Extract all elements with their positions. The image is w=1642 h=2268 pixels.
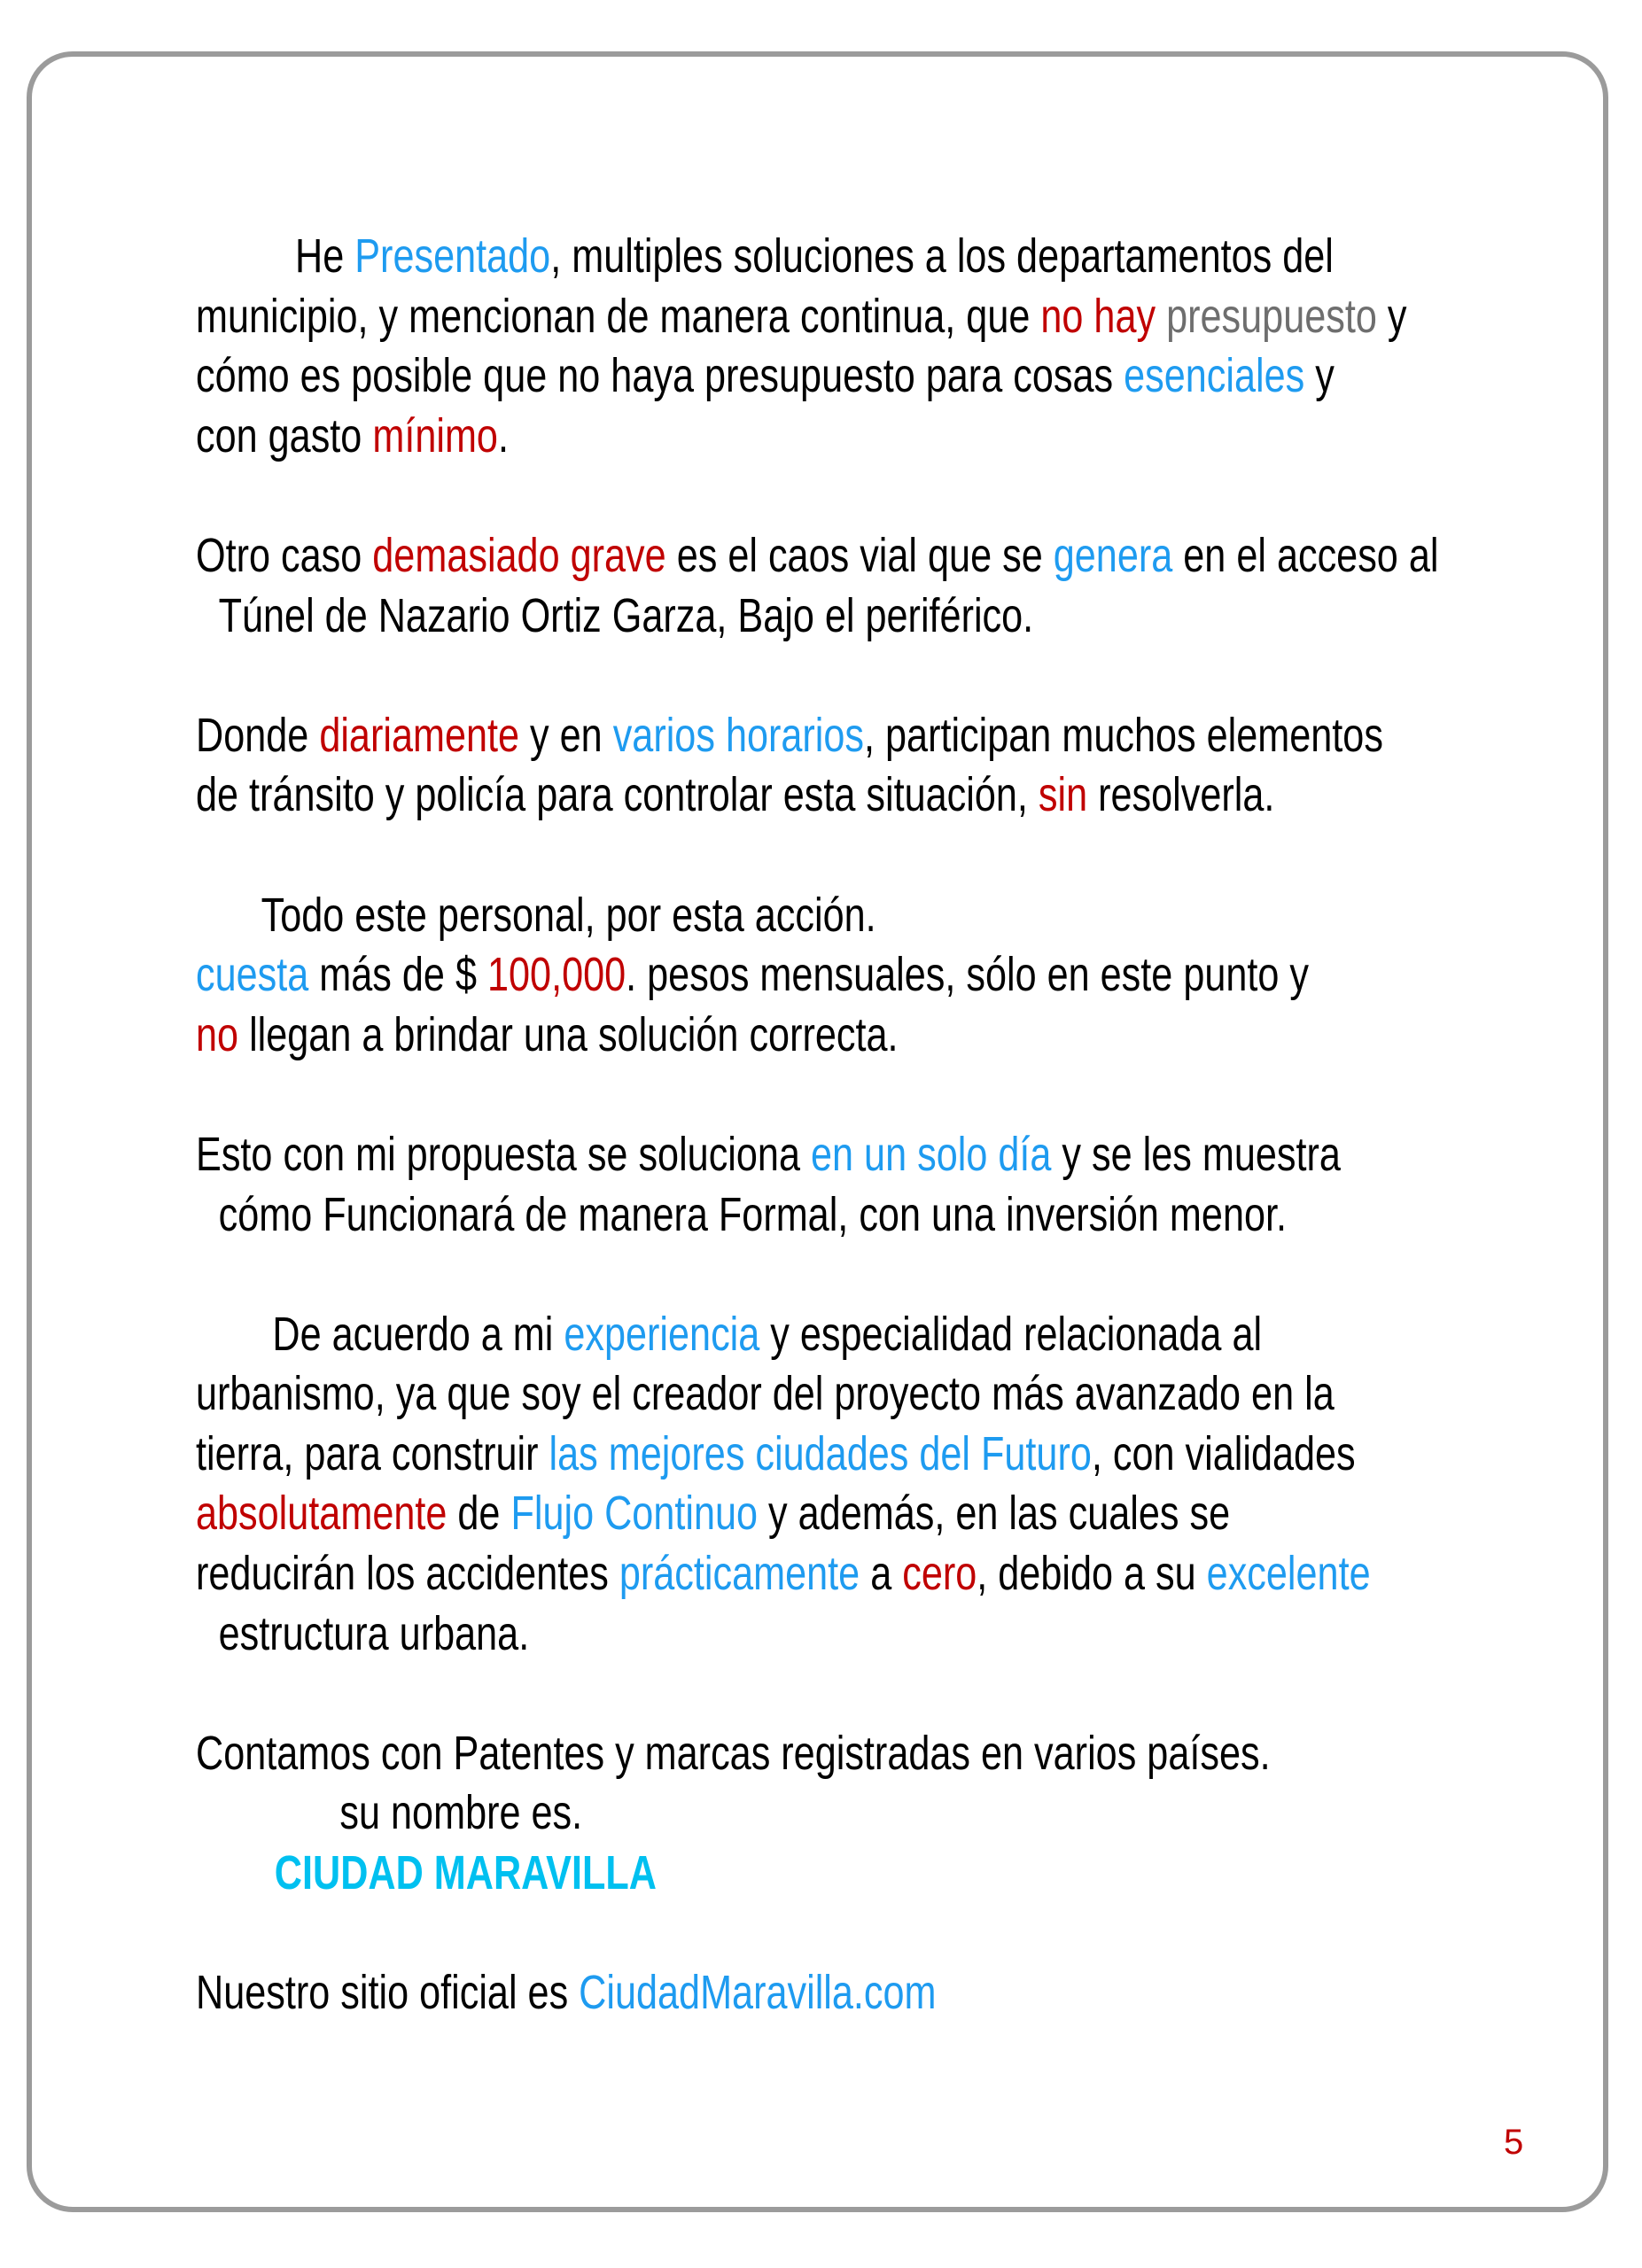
paragraph-3-line-1 [196, 706, 1543, 766]
brand-name [196, 1844, 1543, 1904]
website-link[interactable]: CiudadMaravilla.com [579, 1966, 937, 2020]
text: de [447, 1487, 511, 1541]
text: y se les muestra [1051, 1127, 1341, 1181]
brand-text: CIUDAD MARAVILLA [274, 1846, 657, 1900]
paragraph-2-line-2 [196, 586, 1543, 647]
paragraph-6-line-1 [196, 1305, 1543, 1365]
page-number: 5 [1504, 2123, 1524, 2162]
text: y [1304, 349, 1335, 403]
text: es el caos vial que se [665, 528, 1054, 582]
text: Contamos con Patentes y marcas registradas en varios países. [196, 1726, 1271, 1780]
text: Otro caso [196, 528, 373, 582]
text: , debido a su [977, 1547, 1207, 1601]
text: y [1376, 289, 1407, 343]
paragraph-3-line-2 [196, 765, 1543, 826]
text: estructura urbana. [218, 1606, 530, 1660]
text: llegan a brindar una solución correcta. [238, 1007, 899, 1061]
text: Túnel de Nazario Ortiz Garza, Bajo el periférico. [218, 588, 1034, 642]
spacer [196, 466, 1543, 526]
paragraph-2-line-1 [196, 526, 1543, 586]
text [1156, 290, 1166, 343]
text: y en [519, 708, 613, 762]
text: . [497, 408, 509, 462]
document-body [196, 227, 1543, 2023]
text: de tránsito y policía para controlar esta situación, [196, 768, 1039, 822]
text: con gasto [196, 408, 373, 462]
highlight-red: absolutamente [196, 1487, 447, 1541]
text: , participan muchos elementos [864, 708, 1383, 762]
highlight-blue: en un solo día [810, 1127, 1052, 1181]
text: más de $ [308, 948, 487, 1002]
highlight-blue: esenciales [1124, 349, 1305, 403]
text: urbanismo, ya que soy el creador del proyecto más avanzado en la [196, 1367, 1335, 1421]
paragraph-5-line-2 [196, 1185, 1543, 1246]
highlight-blue: varios horarios [612, 708, 865, 762]
highlight-blue: genera [1053, 528, 1173, 582]
spacer [196, 1664, 1543, 1724]
paragraph-1-line-2 [196, 287, 1543, 347]
text: , multiples soluciones a los departamentos del [550, 229, 1334, 283]
text: su nombre es. [339, 1786, 583, 1840]
highlight-red: 100,000 [486, 948, 626, 1002]
spacer [196, 1245, 1543, 1305]
text: He [295, 229, 355, 283]
paragraph-6-line-5 [196, 1544, 1543, 1604]
text: Nuestro sitio oficial es [196, 1966, 580, 2020]
spacer [196, 826, 1543, 886]
text: . pesos mensuales, sólo en este punto y [626, 948, 1310, 1002]
highlight-blue: Flujo Continuo [510, 1487, 759, 1541]
paragraph-4-line-1 [196, 886, 1543, 946]
paragraph-6-line-6 [196, 1604, 1543, 1665]
paragraph-4-line-3 [196, 1006, 1543, 1066]
text: y además, en las cuales se [758, 1487, 1231, 1541]
highlight-gray: presupuesto [1166, 289, 1377, 343]
spacer [196, 1065, 1543, 1125]
highlight-red: demasiado grave [372, 528, 666, 582]
paragraph-5-line-1 [196, 1125, 1543, 1185]
paragraph-6-line-3 [196, 1425, 1543, 1485]
paragraph-6-line-2 [196, 1364, 1543, 1425]
text: Donde [196, 708, 320, 762]
highlight-red: cero [902, 1547, 977, 1601]
paragraph-7-line-1 [196, 1724, 1543, 1784]
highlight-red: diariamente [319, 708, 520, 762]
text: tierra, para construir [196, 1426, 549, 1480]
paragraph-1-line-3 [196, 346, 1543, 407]
highlight-blue: las mejores ciudades del Futuro [549, 1426, 1092, 1480]
text: cómo es posible que no haya presupuesto para cosas [196, 349, 1124, 403]
text: , con vialidades [1091, 1426, 1356, 1480]
highlight-red: no [196, 1007, 239, 1061]
paragraph-8-line-1 [196, 1963, 1543, 2023]
text: y especialidad relacionada al [759, 1307, 1263, 1361]
highlight-blue: cuesta [196, 948, 309, 1002]
text: a [860, 1547, 903, 1601]
highlight-blue: prácticamente [619, 1547, 860, 1601]
paragraph-6-line-4 [196, 1484, 1543, 1544]
text: en el acceso al [1172, 528, 1439, 582]
paragraph-4-line-2 [196, 945, 1543, 1006]
text: cómo Funcionará de manera Formal, con una inversión menor. [218, 1187, 1288, 1241]
paragraph-1-line-1 [196, 227, 1543, 287]
highlight-blue: experiencia [564, 1307, 760, 1361]
paragraph-7-line-2 [196, 1783, 1543, 1844]
spacer [196, 646, 1543, 706]
highlight-red: no hay [1040, 289, 1156, 343]
text: reducirán los accidentes [196, 1547, 619, 1601]
text: municipio, y mencionan de manera continua, que [196, 289, 1041, 343]
highlight-red: mínimo [372, 408, 498, 462]
text: Esto con mi propuesta se soluciona [196, 1127, 811, 1181]
highlight-blue: excelente [1206, 1547, 1371, 1601]
spacer [196, 1904, 1543, 1964]
text: Todo este personal, por esta acción. [261, 888, 876, 942]
text: resolverla. [1087, 768, 1275, 822]
text: De acuerdo a mi [272, 1307, 564, 1361]
highlight-blue: Presentado [354, 229, 551, 283]
highlight-red: sin [1038, 768, 1088, 822]
paragraph-1-line-4 [196, 407, 1543, 467]
